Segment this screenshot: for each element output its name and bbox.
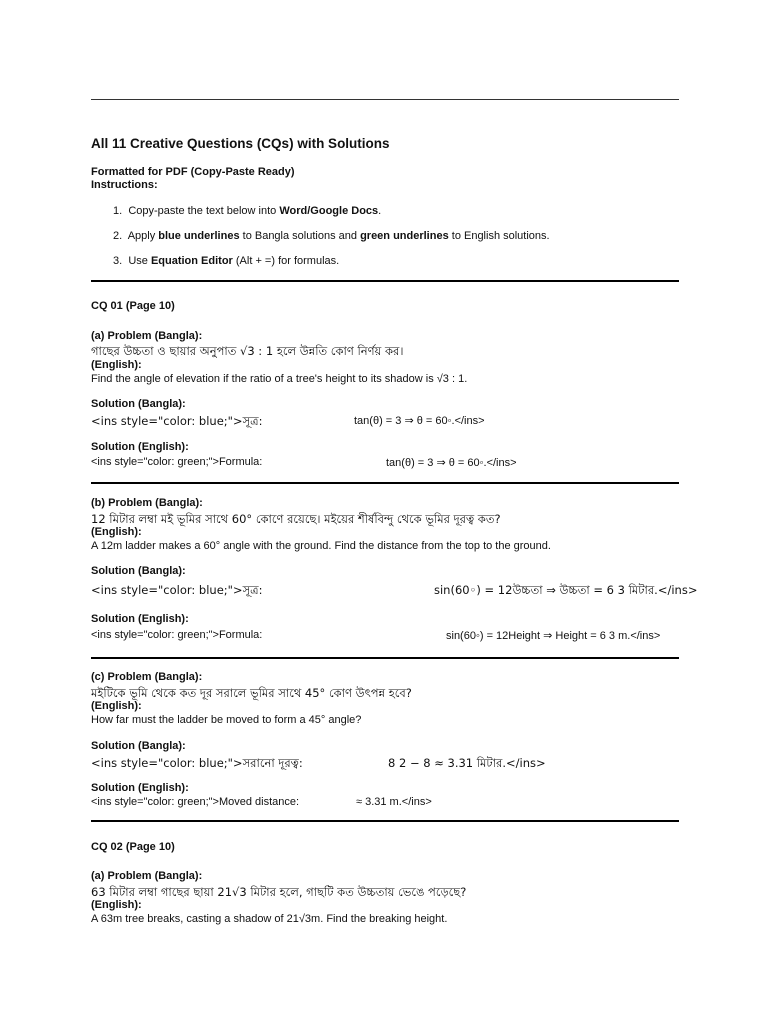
instruction-item-3: [113, 255, 339, 267]
problem-english-label: (English):: [91, 526, 142, 538]
instruction-number: 2.: [113, 230, 123, 242]
instruction-number: 1.: [113, 205, 123, 217]
instruction-emphasis: Equation Editor: [150, 255, 233, 267]
problem-english-label: (English):: [91, 700, 142, 712]
instruction-emphasis: Word/Google Docs: [279, 205, 379, 217]
instruction-emphasis: blue underlines: [158, 230, 240, 242]
problem-bangla-text: 63 মিটার লম্বা গাছের ছায়া 21√3 মিটার হলে, গাছটি কত উচ্চতায় ভেঙে পড়েছে?: [91, 885, 467, 899]
solution-bangla-formula: 8 2 − 8 ≈ 3.31 মিটার.</ins>: [388, 756, 546, 770]
solution-bangla-label: Solution (Bangla):: [91, 740, 186, 752]
section-divider: [91, 657, 679, 659]
problem-bangla-label: (c) Problem (Bangla):: [91, 671, 203, 683]
instruction-number: 3.: [113, 255, 123, 267]
instruction-text: Copy-paste the text below into: [128, 205, 280, 217]
solution-bangla-label: Solution (Bangla):: [91, 398, 186, 410]
instruction-text: .: [378, 205, 382, 217]
document-title: All 11 Creative Questions (CQs) with Solutions: [91, 136, 390, 151]
problem-bangla-label: (a) Problem (Bangla):: [91, 330, 203, 342]
solution-english-formula: tan(θ) = 3 ⇒ θ = 60◦.</ins>: [386, 457, 517, 469]
instruction-text: to Bangla solutions and: [239, 230, 361, 242]
solution-english-label: Solution (English):: [91, 441, 189, 453]
solution-english-formula: sin(60◦) = 12Height ⇒ Height = 6 3 m.</ins>: [446, 630, 661, 642]
section-divider: [91, 482, 679, 484]
problem-english-label: (English):: [91, 899, 142, 911]
problem-english-text: How far must the ladder be moved to form a 45° angle?: [91, 714, 362, 726]
solution-bangla-formula: sin(60◦) = 12উচ্চতা ⇒ উচ্চতা = 6 3 মিটার.</ins>: [434, 583, 698, 597]
instruction-text: (Alt + =) for formulas.: [232, 255, 340, 267]
problem-english-text: A 12m ladder makes a 60° angle with the ground. Find the distance from the top to the ground.: [91, 540, 551, 552]
problem-english-text: A 63m tree breaks, casting a shadow of 21√3m. Find the breaking height.: [91, 913, 448, 925]
section-heading-cq02: CQ 02 (Page 10): [91, 841, 175, 853]
instructions-label: Instructions:: [91, 179, 158, 191]
instruction-text: Apply: [127, 230, 159, 242]
section-heading-cq01: CQ 01 (Page 10): [91, 300, 175, 312]
problem-bangla-text: 12 মিটার লম্বা মই ভূমির সাথে 60° কোণে রয়েছে। মইয়ের শীর্ষবিন্দু থেকে ভূমির দূরত্ব কত?: [91, 512, 501, 526]
problem-bangla-label: (a) Problem (Bangla):: [91, 870, 203, 882]
problem-bangla-text: গাছের উচ্চতা ও ছায়ার অনুপাত √3 : 1 হলে উন্নতি কোণ নির্ণয় কর।: [91, 344, 404, 358]
solution-bangla-markup: <ins style="color: blue;">সরানো দূরত্ব:: [91, 756, 303, 770]
solution-bangla-label: Solution (Bangla):: [91, 565, 186, 577]
solution-bangla-markup: <ins style="color: blue;">সূত্র:: [91, 583, 263, 597]
section-divider: [91, 820, 679, 822]
instruction-item-2: [113, 230, 550, 242]
solution-english-label: Solution (English):: [91, 613, 189, 625]
instruction-item-1: [113, 205, 381, 217]
problem-english-text: Find the angle of elevation if the ratio of a tree's height to its shadow is √3 : 1.: [91, 373, 468, 385]
solution-bangla-markup: <ins style="color: blue;">সূত্র:: [91, 414, 263, 428]
problem-bangla-label: (b) Problem (Bangla):: [91, 497, 203, 509]
solution-english-markup: <ins style="color: green;">Formula:: [91, 456, 263, 468]
problem-english-label: (English):: [91, 359, 142, 371]
solution-bangla-formula: tan(θ) = 3 ⇒ θ = 60◦.</ins>: [354, 415, 485, 427]
instruction-emphasis: green underlines: [360, 230, 449, 242]
problem-bangla-text: মইটিকে ভূমি থেকে কত দূর সরালে ভূমির সাথে 45° কোণ উৎপন্ন হবে?: [91, 686, 412, 700]
solution-english-formula: ≈ 3.31 m.</ins>: [356, 796, 432, 808]
solution-english-label: Solution (English):: [91, 782, 189, 794]
top-divider: [91, 99, 679, 100]
instruction-text: to English solutions.: [448, 230, 550, 242]
solution-english-markup: <ins style="color: green;">Formula:: [91, 629, 263, 641]
instruction-text: Use: [128, 255, 151, 267]
solution-english-markup: <ins style="color: green;">Moved distance:: [91, 796, 300, 808]
document-subtitle: Formatted for PDF (Copy-Paste Ready): [91, 166, 295, 178]
section-divider: [91, 280, 679, 282]
